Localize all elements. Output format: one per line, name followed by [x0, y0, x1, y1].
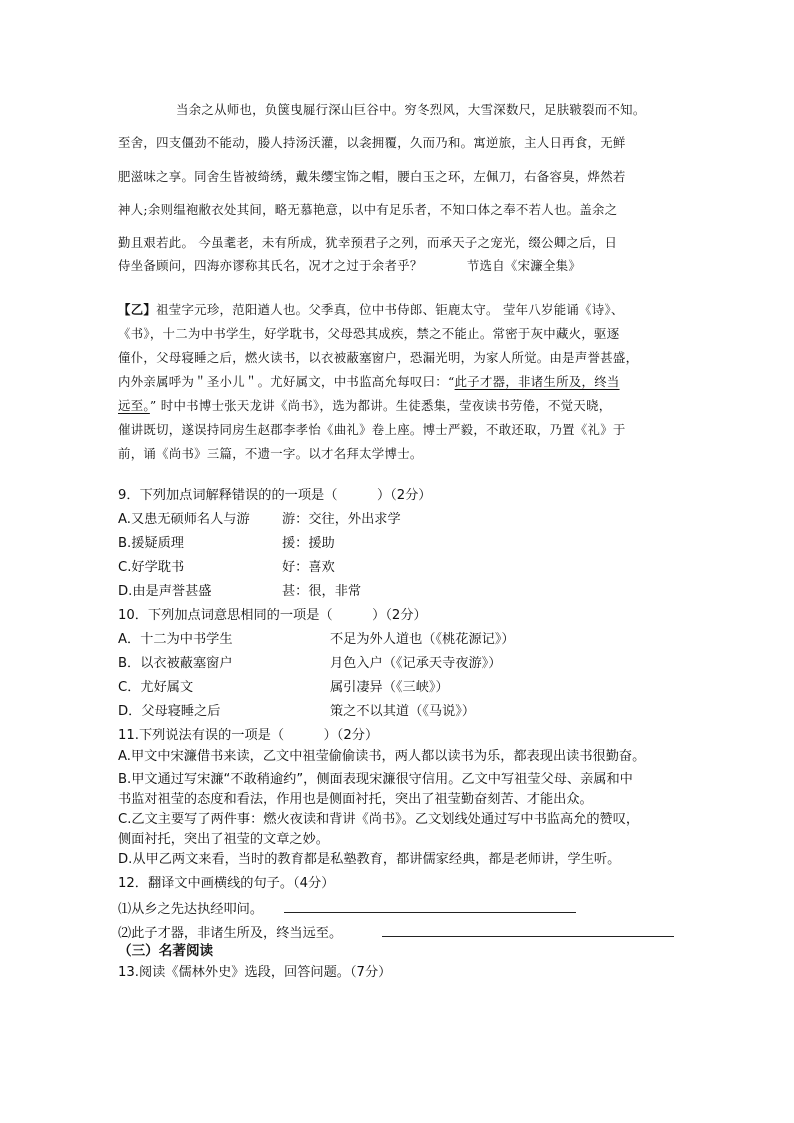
question-12-stem: 12．翻译文中画横线的句子。（4分） [118, 876, 335, 891]
passage-a-line-1: 当余之从师也，负箧曳屣行深山巨谷中。穷冬烈风，大雪深数尺，足肤皲裂而不知。 [176, 102, 646, 117]
passage-a-line-3: 肥滋味之享。同舍生皆被绮绣，戴朱缨宝饰之帽，腰白玉之环，左佩刀，右备容臭，烨然若 [118, 169, 626, 184]
passage-a-line-5: 勤且艰若此。 今虽耄老，未有所成，犹幸预君子之列，而承天子之宠光，缀公卿之后，日 [118, 235, 618, 250]
option-a-word: A.又患无硕师名人与游 [118, 512, 250, 527]
question-13-stem: 13.阅读《儒林外史》选段，回答问题。（7分） [118, 965, 392, 980]
question-11-stem: 11.下列说法有误的一项是（ ）（2分） [118, 728, 379, 743]
question-11-option-c-line-1: C.乙文主要写了两件事：燃火夜读和背讲《尚书》。乙文划线处通过写中书监高允的赞叹， [118, 812, 640, 827]
question-11-option-b-line-1: B.甲文通过写宋濂“不敢稍逾约”，侧面表现宋濂很守信用。乙文中写祖莹父母、亲属和中 [118, 772, 633, 787]
question-10-option-b: B．以衣被蔽塞窗户 [118, 656, 233, 671]
question-11-option-a: A.甲文中宋濂借书来读，乙文中祖莹偷偷读书，两人都以读书为乐，都表现出读书很勤奋。 [118, 749, 646, 764]
question-10-option-d-compare: 策之不以其道（《马说》） [330, 704, 476, 719]
answer-blank-2[interactable] [382, 924, 674, 937]
section-heading-3: （三）名著阅读 [118, 943, 214, 959]
question-10-option-c: C．尤好属文 [118, 680, 194, 695]
answer-blank-1[interactable] [284, 900, 576, 913]
passage-a-line-6-text: 侍坐备顾问，四海亦谬称其氏名，况才之过于余者乎？ [118, 258, 423, 273]
question-12-item-1-text: ⑴从乡之先达执经叩问。 [118, 902, 264, 917]
question-10-option-a-compare: 不足为外人道也（《桃花源记》） [330, 632, 515, 647]
passage-a-line-6 [118, 256, 581, 274]
passage-b-line-6: 催讲既切，遂误持同房生赵郡李孝怡《曲礼》卷上座。博士严毅，不敢还取，乃置《礼》于 [118, 422, 626, 437]
question-10-option-d: D．父母寝睡之后 [118, 704, 221, 719]
question-9-option-b: B.援疑质理 [118, 536, 184, 551]
question-12-item-2-text: ⑵此子才器，非诸生所及，终当远至。 [118, 926, 343, 941]
question-10-stem: 10．下列加点词意思相同的一项是（ ）（2分） [118, 608, 427, 623]
question-12-item-1 [118, 898, 263, 917]
passage-b-line-5-text: ” 时中书博士张天龙讲《尚书》，选为都讲。生徒悉集，莹夜读书劳倦，不觉天晓， [149, 398, 612, 413]
passage-b-label: 【乙】 [118, 302, 157, 317]
passage-b-line-1-text: 祖莹字元珍，范阳遒人也。父季真，位中书侍郎、钜鹿太守。 莹年八岁能诵《诗》、 [156, 302, 624, 317]
question-9-option-c-meaning: 好：喜欢 [282, 560, 335, 575]
passage-b-line-4-text: 内外亲属呼为＂圣小儿＂。尤好属文，中书监高允每叹曰：“ [118, 374, 455, 389]
question-11-option-c-line-2: 侧面衬托，突出了祖莹的文章之妙。 [118, 832, 329, 847]
question-9-option-d: D.由是声誉甚盛 [118, 584, 212, 599]
question-11-option-b-line-2: 书监对祖莹的态度和看法，作用也是侧面衬托，突出了祖莹勤奋刻苦、才能出众。 [118, 792, 593, 807]
passage-b-line-7: 前，诵《尚书》三篇，不遗一字。以才名拜太学博士。 [118, 446, 423, 461]
passage-b-line-3: 僮仆，父母寝睡之后，燃火读书，以衣被蔽塞窗户，恐漏光明，为家人所觉。由是声誉甚盛， [118, 350, 639, 365]
question-9-option-a-meaning: 游：交往，外出求学 [282, 512, 401, 527]
passage-a-source: 节选自《宋濂全集》 [466, 258, 582, 273]
underlined-sentence-part-1: 此子才器，非诸生所及，终当 [454, 374, 620, 389]
passage-b-line-1 [118, 300, 624, 318]
question-9-stem: 9．下列加点词解释错误的的一项是（ ）（2分） [118, 488, 432, 503]
question-10-option-a: A．十二为中书学生 [118, 632, 233, 647]
question-9-option-b-meaning: 援：援助 [282, 536, 335, 551]
question-10-option-c-compare: 属引凄异（《三峡》） [330, 680, 449, 695]
question-9-option-d-meaning: 甚：很，非常 [282, 584, 362, 599]
question-11-option-d: D.从甲乙两文来看，当时的教育都是私塾教育，都讲儒家经典，都是老师讲，学生听。 [118, 852, 621, 867]
passage-b-line-4 [118, 372, 620, 390]
passage-a-line-2: 至舍，四支僵劲不能动，媵人持汤沃灌，以衾拥覆，久而乃和。寓逆旅，主人日再食，无鲜 [118, 135, 626, 150]
question-9-option-c: C.好学耽书 [118, 560, 185, 575]
question-10-option-b-compare: 月色入户（《记承天寺夜游》） [330, 656, 502, 671]
passage-b-line-2: 《书》，十二为中书学生，好学耽书，父母恐其成疾，禁之不能止。常密于灰中藏火，驱逐 [118, 326, 620, 341]
passage-a-line-4: 神人;余则缊袍敝衣处其间，略无慕艳意，以中有足乐者，不知口体之奉不若人也。盖余之 [118, 202, 618, 217]
passage-b-line-5 [118, 396, 611, 414]
underlined-sentence-part-2: 远至。 [118, 398, 150, 413]
question-9-option-a [118, 508, 250, 527]
